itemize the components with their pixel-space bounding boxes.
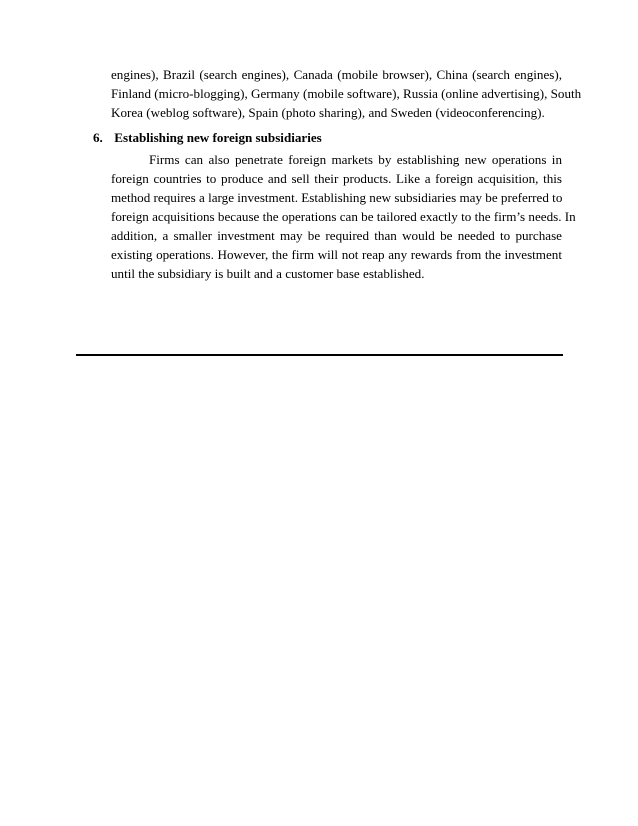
section-title: Establishing new foreign subsidiaries (114, 130, 322, 145)
paragraph-line: until the subsidiary is built and a customer base established. (111, 266, 425, 281)
section-paragraph (111, 150, 576, 283)
horizontal-rule (76, 354, 563, 356)
paragraph-line: foreign countries to produce and sell their products. Like a foreign acquisition, this (111, 171, 562, 186)
paragraph-line: Korea (weblog software), Spain (photo sharing), and Sweden (videoconferencing). (111, 105, 545, 120)
paragraph-line: method requires a large investment. Establishing new subsidiaries may be preferred to (111, 190, 563, 205)
paragraph-line: Firms can also penetrate foreign markets by establishing new operations in (149, 152, 562, 167)
paragraph-line: addition, a smaller investment may be required than would be needed to purchase (111, 228, 562, 243)
paragraph-line: foreign acquisitions because the operations can be tailored exactly to the firm’s needs. In (111, 209, 576, 224)
section-heading (93, 128, 322, 147)
section-number: 6. (93, 130, 103, 145)
continuation-paragraph (111, 65, 582, 122)
paragraph-line: existing operations. However, the firm will not reap any rewards from the investment (111, 247, 562, 262)
paragraph-line: Finland (micro-blogging), Germany (mobile software), Russia (online advertising), South (111, 86, 582, 101)
paragraph-line: engines), Brazil (search engines), Canada (mobile browser), China (search engines), (111, 67, 562, 82)
